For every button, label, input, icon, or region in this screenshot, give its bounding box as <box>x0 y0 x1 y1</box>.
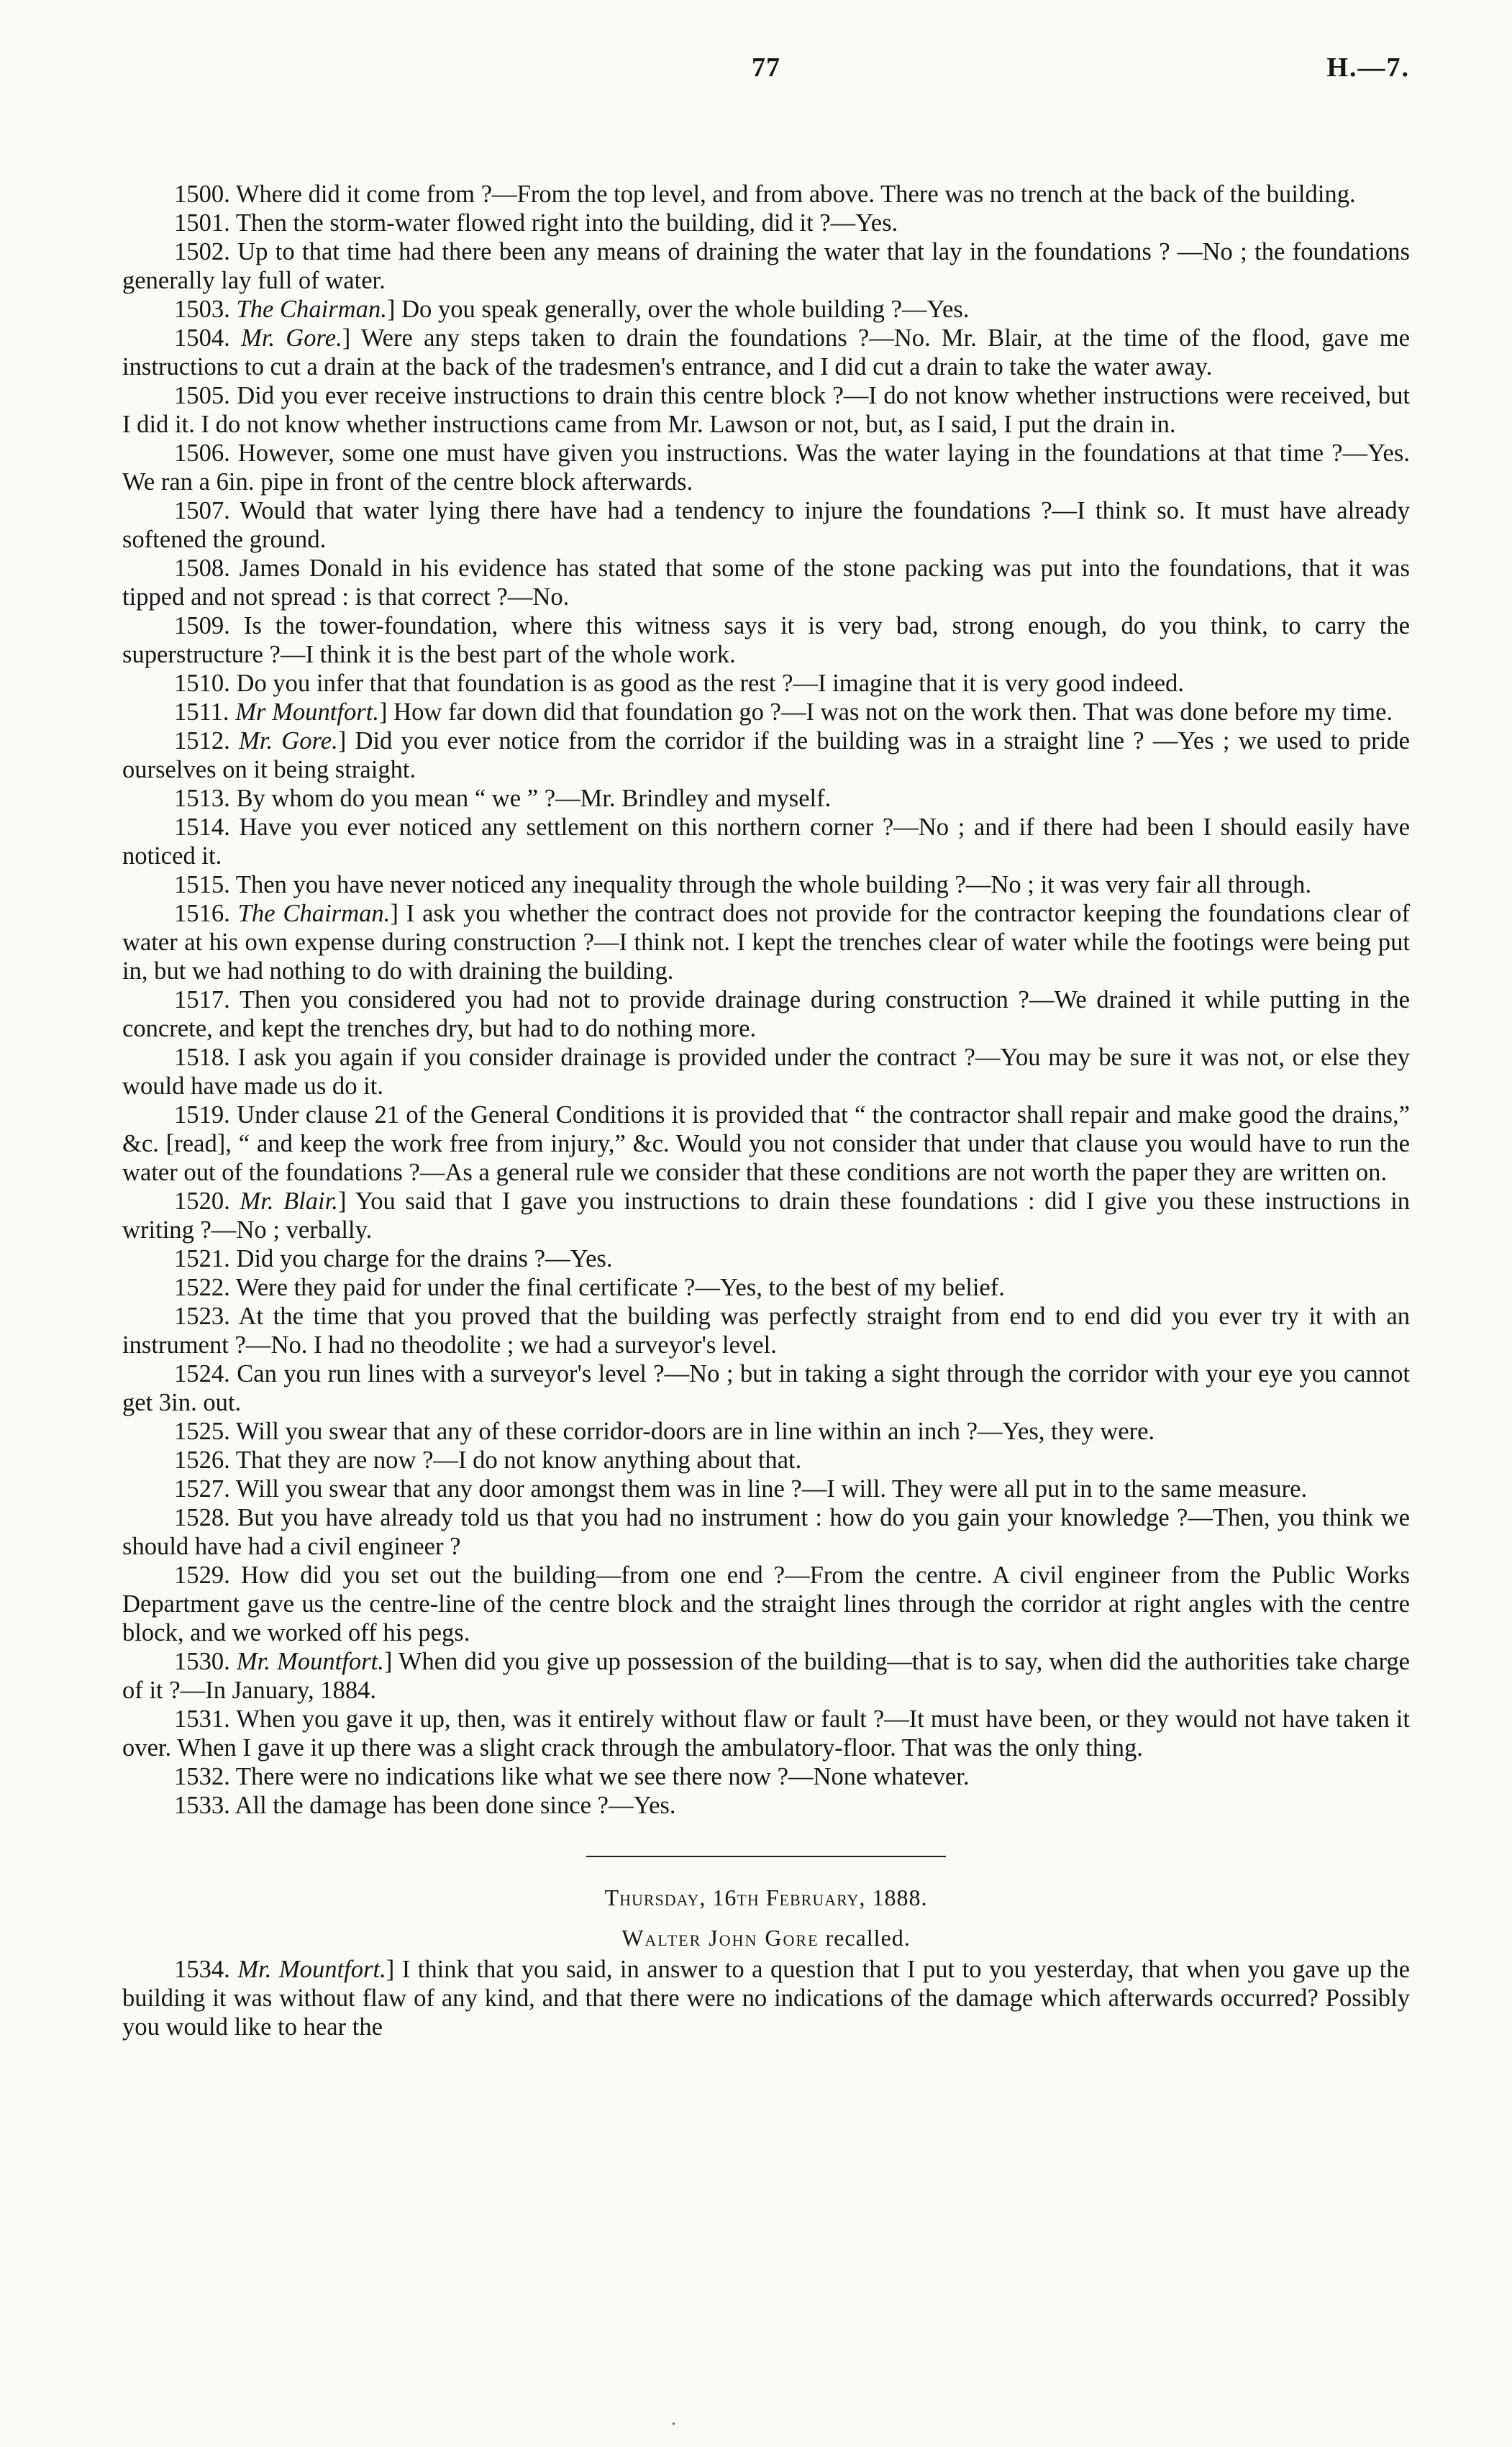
question-number: 1503. <box>174 296 230 323</box>
question-text: Do you speak generally, over the whole building ?—Yes. <box>401 296 970 323</box>
question-text: I ask you again if you consider drainage is provided under the contract ?—You may be sure it was not, or else they would have made us do it. <box>122 1044 1410 1100</box>
question-number: 1529. <box>174 1562 230 1589</box>
question-paragraph <box>122 726 1410 784</box>
question-text: Have you ever noticed any settlement on this northern corner ?—No ; and if there had been I should easily have noticed it. <box>122 814 1410 870</box>
question-text: At the time that you proved that the building was perfectly straight from end to end did you ever try it with an instrument ?—No. I had no theodolite ; we had a surveyor's level. <box>122 1303 1410 1359</box>
question-paragraph <box>122 237 1410 295</box>
speaker-bracket: ] <box>383 1648 393 1675</box>
question-number: 1524. <box>174 1360 230 1387</box>
page-number: 77 <box>752 53 780 83</box>
question-paragraph <box>122 784 1410 813</box>
question-text: Did you ever notice from the corridor if the building was in a straight line ? —Yes ; we used to pride ourselves on it being straight. <box>122 727 1410 783</box>
question-paragraph <box>122 1043 1410 1101</box>
question-number: 1525. <box>174 1418 230 1445</box>
question-number: 1509. <box>174 612 230 639</box>
question-paragraph <box>122 1791 1410 1820</box>
question-number: 1502. <box>174 238 230 265</box>
question-number: 1526. <box>174 1446 230 1474</box>
question-paragraph <box>122 439 1410 496</box>
question-paragraph <box>122 496 1410 554</box>
question-paragraph <box>122 1705 1410 1762</box>
speaker-bracket: ] <box>386 1956 395 1983</box>
question-number: 1523. <box>174 1303 230 1330</box>
question-text: However, some one must have given you instructions. Was the water laying in the foundations at that time ?—Yes. We ran a 6in. pipe in front of the centre block afterwards. <box>122 439 1410 496</box>
question-number: 1521. <box>174 1245 230 1272</box>
question-number: 1500. <box>174 181 230 208</box>
question-number: 1517. <box>174 986 230 1013</box>
question-number: 1512. <box>174 727 230 755</box>
question-paragraph <box>122 381 1410 439</box>
question-speaker: Mr. Blair. <box>240 1188 338 1215</box>
witness-status: recalled. <box>825 1925 911 1951</box>
question-number: 1513. <box>174 785 230 812</box>
question-paragraph <box>122 611 1410 669</box>
question-number: 1531. <box>174 1705 230 1733</box>
question-text: How far down did that foundation go ?—I was not on the work then. That was done before my time. <box>393 698 1393 726</box>
question-paragraph <box>122 1244 1410 1273</box>
question-text: Under clause 21 of the General Conditions it is provided that “ the contractor shall repair and make good the drains,” &c. [read], “ and keep the work free from injury,” &c. Would you not consider that under that clause you would have to run the water out of the foundations ?—As a general rule we consider that these conditions are not worth the paper they are written on. <box>122 1101 1410 1186</box>
question-number: 1530. <box>174 1648 230 1675</box>
speaker-bracket: ] <box>337 727 347 755</box>
question-number: 1504. <box>174 324 230 352</box>
question-text: Do you infer that that foundation is as good as the rest ?—I imagine that it is very good indeed. <box>236 670 1184 697</box>
page-header <box>122 52 1410 109</box>
question-paragraph <box>122 1302 1410 1359</box>
question-paragraph <box>122 1762 1410 1791</box>
question-paragraph <box>122 180 1410 209</box>
question-text: Will you swear that any door amongst them was in line ?—I will. They were all put in to the same measure. <box>235 1475 1308 1503</box>
question-text: Up to that time had there been any means of draining the water that lay in the foundations ? —No ; the foundations generally lay full of water. <box>122 238 1410 294</box>
question-paragraph <box>122 870 1410 899</box>
question-text: That they are now ?—I do not know anything about that. <box>235 1446 802 1474</box>
section-divider <box>586 1856 946 1857</box>
question-speaker: Mr. Mountfort. <box>236 1648 384 1675</box>
question-paragraph <box>122 1359 1410 1417</box>
page-speck <box>673 2423 675 2425</box>
question-number: 1518. <box>174 1044 230 1071</box>
question-number: 1528. <box>174 1504 230 1531</box>
question-number: 1534. <box>174 1956 230 1983</box>
speaker-bracket: ] <box>378 698 388 726</box>
question-text: Will you swear that any of these corridor-doors are in line within an inch ?—Yes, they were. <box>235 1418 1155 1445</box>
question-text: Then you considered you had not to provide drainage during construction ?—We drained it while putting in the concrete, and kept the trenches dry, but had to do nothing more. <box>122 986 1410 1042</box>
question-paragraph <box>122 1955 1410 2041</box>
question-text: Is the tower-foundation, where this witness says it is very bad, strong enough, do you think, to carry the superstructure ?—I think it is the best part of the whole work. <box>122 612 1410 668</box>
question-number: 1501. <box>174 209 230 237</box>
question-number: 1520. <box>174 1188 230 1215</box>
speaker-bracket: ] <box>337 1188 347 1215</box>
question-paragraph <box>122 1647 1410 1705</box>
question-paragraph <box>122 985 1410 1043</box>
question-number: 1522. <box>174 1274 230 1301</box>
question-number: 1506. <box>174 439 230 467</box>
speaker-bracket: ] <box>386 296 396 323</box>
question-text: Then you have never noticed any inequality through the whole building ?—No ; it was very fair all through. <box>235 871 1311 898</box>
question-text: There were no indications like what we see there now ?—None whatever. <box>235 1763 970 1790</box>
question-number: 1532. <box>174 1763 230 1790</box>
question-paragraph <box>122 295 1410 324</box>
question-text: Were any steps taken to drain the foundations ?—No. Mr. Blair, at the time of the flood, gave me instructions to cut a drain at the back of the tradesmen's entrance, and I did cut a drain to take the water away. <box>122 324 1410 381</box>
question-text: All the damage has been done since ?—Yes. <box>234 1792 676 1819</box>
question-number: 1533. <box>174 1792 230 1819</box>
question-speaker: The Chairman. <box>236 296 387 323</box>
paper-reference: H.—7. <box>1326 53 1410 83</box>
question-text: Did you ever receive instructions to drain this centre block ?—I do not know whether instructions were received, but I did it. I do not know whether instructions came from Mr. Lawson or not, but, as I said, I put the drain in. <box>122 382 1410 438</box>
question-text: Did you charge for the drains ?—Yes. <box>236 1245 613 1272</box>
question-number: 1514. <box>174 814 230 841</box>
question-paragraph <box>122 1475 1410 1503</box>
question-number: 1510. <box>174 670 230 697</box>
evidence-body <box>122 180 1410 1820</box>
question-paragraph <box>122 554 1410 611</box>
question-text: Were they paid for under the final certificate ?—Yes, to the best of my belief. <box>235 1274 1005 1301</box>
question-text: How did you set out the building—from one end ?—From the centre. A civil engineer from the Public Works Department gave us the centre-line of the centre block and the straight lines through the corridor at right angles with the centre block, and we worked off his pegs. <box>122 1562 1410 1646</box>
question-number: 1505. <box>174 382 230 409</box>
question-number: 1527. <box>174 1475 230 1503</box>
question-speaker: Mr. Gore. <box>239 727 338 755</box>
question-speaker: Mr. Gore. <box>241 324 342 352</box>
question-paragraph <box>122 813 1410 870</box>
question-paragraph <box>122 1187 1410 1244</box>
question-paragraph <box>122 1101 1410 1187</box>
question-text: James Donald in his evidence has stated that some of the stone packing was put into the foundations, that it was tipped and not spread : is that correct ?—No. <box>122 555 1410 611</box>
question-number: 1515. <box>174 871 230 898</box>
speaker-bracket: ] <box>342 324 351 352</box>
question-text: When you gave it up, then, was it entirely without flaw or fault ?—It must have been, or they would not have taken it over. When I gave it up there was a slight crack through the ambulatory-floor. That was the only thing. <box>122 1705 1410 1762</box>
question-text: I ask you whether the contract does not provide for the contractor keeping the foundations clear of water at his own expense during construction ?—I think not. I kept the trenches clear of water while the footings were being put in, but we had nothing to do with draining the building. <box>122 900 1410 985</box>
question-paragraph <box>122 1503 1410 1561</box>
question-paragraph <box>122 209 1410 237</box>
question-text: I think that you said, in answer to a question that I put to you yesterday, that when you gave up the building it was without flaw of any kind, and that there were no indications of the damage which afterwards occurred? Possibly you would like to hear the <box>122 1956 1410 2041</box>
question-text: Can you run lines with a surveyor's level ?—No ; but in taking a sight through the corridor with your eye you cannot get 3in. out. <box>122 1360 1410 1416</box>
question-paragraph <box>122 1417 1410 1446</box>
question-paragraph <box>122 698 1410 726</box>
question-paragraph <box>122 669 1410 698</box>
question-paragraph <box>122 1273 1410 1302</box>
question-text: By whom do you mean “ we ” ?—Mr. Brindley and myself. <box>236 785 832 812</box>
question-text: When did you give up possession of the building—that is to say, when did the authorities take charge of it ?—In January, 1884. <box>122 1648 1410 1704</box>
question-text: But you have already told us that you had no instrument : how do you gain your knowledge ?—Then, you think we should have had a civil engineer ? <box>122 1504 1410 1560</box>
question-paragraph <box>122 1446 1410 1475</box>
question-text: Would that water lying there have had a tendency to injure the foundations ?—I think so. It must have already softened the ground. <box>122 497 1410 553</box>
question-text: Where did it come from ?—From the top level, and from above. There was no trench at the back of the building. <box>235 181 1356 208</box>
question-number: 1508. <box>174 555 230 582</box>
witness-name: Walter John Gore <box>621 1925 819 1951</box>
question-paragraph <box>122 899 1410 985</box>
question-paragraph <box>122 324 1410 381</box>
document-page <box>122 52 1410 2425</box>
speaker-bracket: ] <box>390 900 399 927</box>
question-number: 1519. <box>174 1101 230 1129</box>
sitting-date: Thursday, 16th February, 1888. <box>604 1885 928 1910</box>
question-speaker: The Chairman. <box>237 900 391 927</box>
question-text: You said that I gave you instructions to drain these foundations : did I give you these instructions in writing ?—No ; verbally. <box>122 1188 1410 1244</box>
question-paragraph <box>122 1561 1410 1647</box>
question-speaker: Mr. Mountfort. <box>237 1956 386 1983</box>
question-number: 1516. <box>174 900 230 927</box>
question-number: 1507. <box>174 497 230 524</box>
question-number: 1511. <box>174 698 229 726</box>
question-speaker: Mr Mountfort. <box>235 698 379 726</box>
question-text: Then the storm-water flowed right into the building, did it ?—Yes. <box>235 209 898 237</box>
witness-line <box>122 1923 1410 1952</box>
